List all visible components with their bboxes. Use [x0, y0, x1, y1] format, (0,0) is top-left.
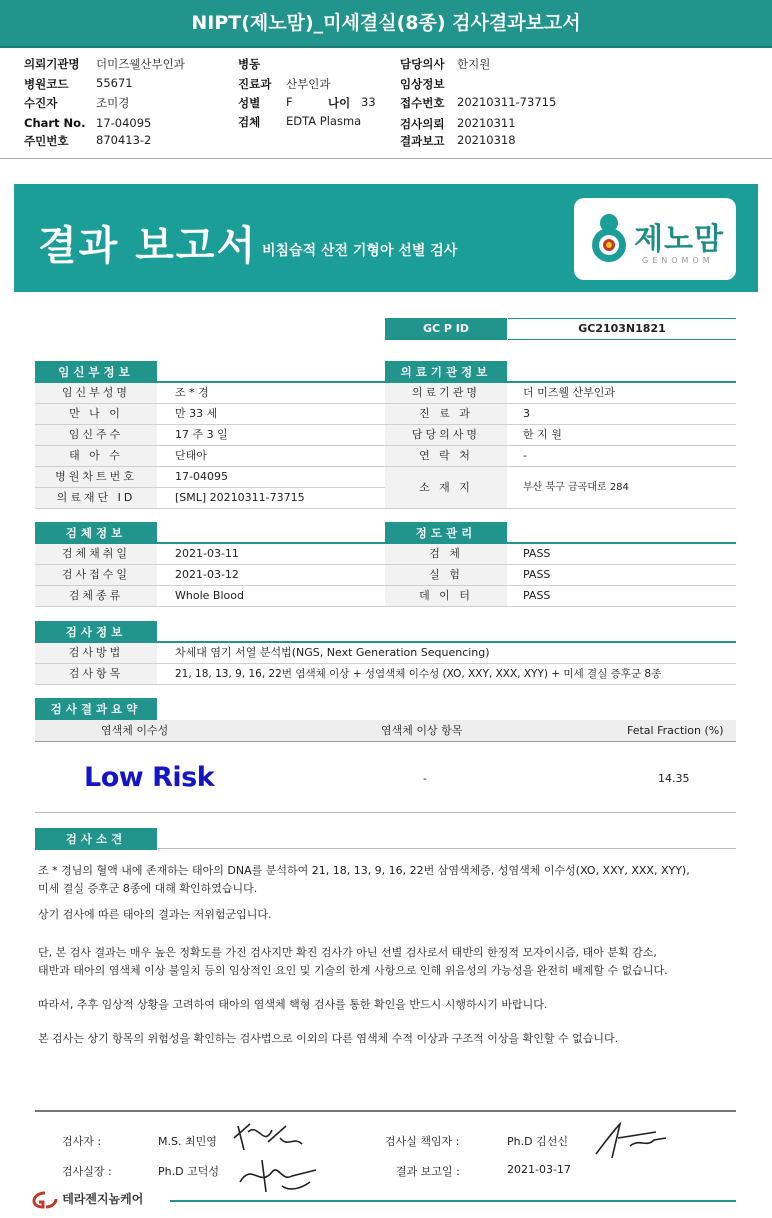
row-key: 데 이 터 [385, 586, 507, 606]
section-underline [157, 848, 736, 849]
row-value: 조 * 경 [175, 386, 209, 399]
table-row [35, 425, 385, 446]
row-key: 임신부성명 [35, 383, 157, 403]
row-value: 21, 18, 13, 9, 16, 22번 염색체 이상 + 성염색체 이수성 (XO, XXY, XXX, XYY) + 미세 결실 증후군 8종 [175, 668, 662, 680]
header-value: 33 [361, 95, 376, 109]
patient-header [0, 54, 772, 154]
table-row [35, 664, 736, 685]
row-key: 만 나 이 [35, 404, 157, 424]
row-key: 실 험 [385, 565, 507, 585]
table-row [35, 467, 385, 488]
row-value: 17 주 3 일 [175, 428, 228, 441]
row-value: PASS [523, 589, 551, 602]
header-value: 20210318 [457, 133, 516, 147]
header-label: 임상정보 [400, 77, 445, 91]
findings-text: 본 검사는 상기 항목의 위험성을 확인하는 검사법으로 이외의 다른 염색체 수적 이상과 구조적 이상을 확인할 수 없습니다. [38, 1032, 619, 1045]
table-row [385, 544, 736, 565]
row-key: 검사방법 [35, 643, 157, 663]
divider [35, 1110, 736, 1112]
findings-text: 상기 검사에 따른 태아의 결과는 저위험군입니다. [38, 908, 272, 921]
table-row [35, 544, 385, 565]
row-value: 부산 북구 금곡대로 284 [523, 482, 629, 493]
findings-text: 미세 결실 증후군 8종에 대해 확인하였습니다. [38, 882, 258, 895]
row-value: 2021-03-11 [175, 547, 239, 560]
footer-logo [32, 1190, 143, 1209]
fetal-fraction-value: 14.35 [658, 772, 690, 785]
responsible-name: Ph.D 김선신 [507, 1135, 568, 1148]
responsible-label: 검사실 책임자 : [385, 1135, 460, 1148]
result-table-header [35, 720, 736, 742]
findings-paragraph [38, 862, 736, 898]
footer-divider [170, 1200, 736, 1202]
banner-title: 결과 보고서 [38, 223, 258, 269]
header-value: F [286, 95, 293, 109]
row-key: 임신주수 [35, 425, 157, 445]
row-value: Whole Blood [175, 589, 244, 602]
table-row [385, 404, 736, 425]
risk-result: Low Risk [84, 762, 215, 793]
gcp-id-value: GC2103N1821 [508, 318, 736, 340]
table-row [35, 488, 385, 509]
row-value: 만 33 세 [175, 407, 218, 420]
section-test-info: 검사정보 [35, 621, 157, 643]
divider [35, 812, 736, 813]
report-banner [14, 184, 758, 292]
table-row [385, 565, 736, 586]
header-label: 담당의사 [400, 57, 445, 71]
header-label: 검사의뢰 [400, 117, 445, 131]
section-institution-info: 의료기관정보 [385, 361, 507, 383]
findings-text: 조 * 경님의 혈액 내에 존재하는 태아의 DNA를 분석하여 21, 18, 13, 9, 16, 22번 삼염색체증, 성염색체 이수성(XO, XXY, XXX, XYY), [38, 864, 690, 877]
row-key: 의료재단 ID [35, 488, 157, 508]
findings-text: 태반과 태아의 염색체 이상 불일치 등의 임상적인 요인 및 기술의 한계 사항으로 인해 위음성의 가능성을 완전히 배제할 수 없습니다. [38, 964, 668, 977]
row-value: 17-04095 [175, 470, 228, 483]
row-value: [SML] 20210311-73715 [175, 491, 305, 504]
header-value: EDTA Plasma [286, 114, 362, 128]
header-label: 검체 [238, 115, 261, 129]
row-value: 단태아 [175, 449, 207, 462]
row-value: 차세대 염기 서열 분석법(NGS, Next Generation Sequencing) [175, 646, 490, 659]
table-row [385, 446, 736, 467]
table-row [385, 467, 736, 509]
header-label: 결과보고 [400, 134, 445, 148]
row-key: 검사항목 [35, 664, 157, 684]
table-row [35, 383, 385, 404]
chief-label: 검사실장 : [62, 1165, 112, 1178]
section-patient-info: 임신부정보 [35, 361, 157, 383]
header-value: 한지원 [457, 57, 491, 71]
row-key: 연 락 처 [385, 446, 507, 466]
section-quality-control: 정도관리 [385, 522, 507, 544]
header-value: 17-04095 [96, 116, 152, 130]
table-row [35, 586, 385, 607]
header-label: 병동 [238, 57, 261, 71]
header-label: 주민번호 [24, 134, 69, 148]
section-specimen-info: 검체정보 [35, 522, 157, 544]
row-key: 병원차트번호 [35, 467, 157, 487]
row-value: 더 미즈웰 산부인과 [523, 386, 616, 399]
column-header: 염색체 이상 항목 [381, 724, 463, 737]
row-key: 검체채취일 [35, 544, 157, 564]
header-value: 55671 [96, 76, 133, 90]
header-value: 조미경 [96, 96, 130, 110]
table-row [385, 586, 736, 607]
table-row [385, 383, 736, 404]
header-label: 수진자 [24, 96, 58, 110]
genomom-logo-icon [588, 212, 630, 264]
report-title: NIPT(제노맘)_미세결실(8종) 검사결과보고서 [0, 0, 772, 48]
row-value: PASS [523, 547, 551, 560]
row-key: 검사접수일 [35, 565, 157, 585]
column-header: Fetal Fraction (%) [627, 724, 724, 737]
tester-signature [228, 1118, 308, 1156]
findings-text: 따라서, 추후 임상적 상황을 고려하여 태아의 염색체 핵형 검사를 통한 확인을 반드시 시행하시기 바랍니다. [38, 998, 548, 1011]
logo-english: GENOMOM [642, 256, 714, 265]
tester-label: 검사자 : [62, 1135, 102, 1148]
header-value: 870413-2 [96, 133, 152, 147]
header-label: Chart No. [24, 116, 86, 130]
footer-company: 테라젠지놈케어 [62, 1192, 144, 1206]
table-row [35, 446, 385, 467]
chief-name: Ph.D 고덕성 [158, 1165, 219, 1178]
row-key: 태 아 수 [35, 446, 157, 466]
report-date-label: 결과 보고일 : [396, 1165, 460, 1178]
header-label: 성별 [238, 96, 261, 110]
header-label: 진료과 [238, 77, 272, 91]
row-value: PASS [523, 568, 551, 581]
report-date: 2021-03-17 [507, 1163, 571, 1176]
row-key: 담당의사명 [385, 425, 507, 445]
divider [0, 158, 772, 159]
header-label: 병원코드 [24, 77, 69, 91]
row-key: 검 체 [385, 544, 507, 564]
row-key: 진 료 과 [385, 404, 507, 424]
table-row [35, 404, 385, 425]
row-value: - [523, 449, 527, 462]
row-value: 2021-03-12 [175, 568, 239, 581]
banner-subtitle: 비침습적 산전 기형아 선별 검사 [262, 243, 458, 259]
row-key: 의료기관명 [385, 383, 507, 403]
header-label: 접수번호 [400, 96, 445, 110]
column-header: 염색체 이수성 [101, 724, 169, 737]
section-result-summary: 검사결과요약 [35, 698, 157, 720]
row-key: 검체종류 [35, 586, 157, 606]
genomom-logo [574, 198, 736, 280]
findings-text: 단, 본 검사 결과는 매우 높은 정확도를 가진 검사지만 확진 검사가 아닌 선별 검사로서 태반의 한정적 모자이시즘, 태아 분획 감소, [38, 946, 657, 959]
header-value: 산부인과 [286, 77, 331, 91]
header-label: 나이 [328, 96, 351, 110]
header-value: 20210311 [457, 116, 516, 130]
table-row [35, 643, 736, 664]
table-row [35, 565, 385, 586]
header-value: 더미즈웰산부인과 [96, 57, 185, 71]
table-row [385, 425, 736, 446]
chief-signature [232, 1152, 324, 1196]
abnormal-items-value: - [423, 772, 427, 785]
header-label: 의뢰기관명 [24, 57, 80, 71]
tester-name: M.S. 최민영 [158, 1135, 217, 1148]
findings-paragraph [38, 944, 736, 980]
section-findings: 검사소견 [35, 828, 157, 850]
logo-text: 제노맘 [634, 222, 724, 257]
responsible-signature [590, 1118, 672, 1162]
theragen-logo-icon [32, 1191, 58, 1209]
row-key: 소 재 지 [385, 467, 507, 508]
row-value: 3 [523, 407, 530, 420]
header-value: 20210311-73715 [457, 95, 557, 109]
gcp-id-label: GC P ID [385, 318, 507, 340]
row-value: 한 지 원 [523, 428, 562, 441]
